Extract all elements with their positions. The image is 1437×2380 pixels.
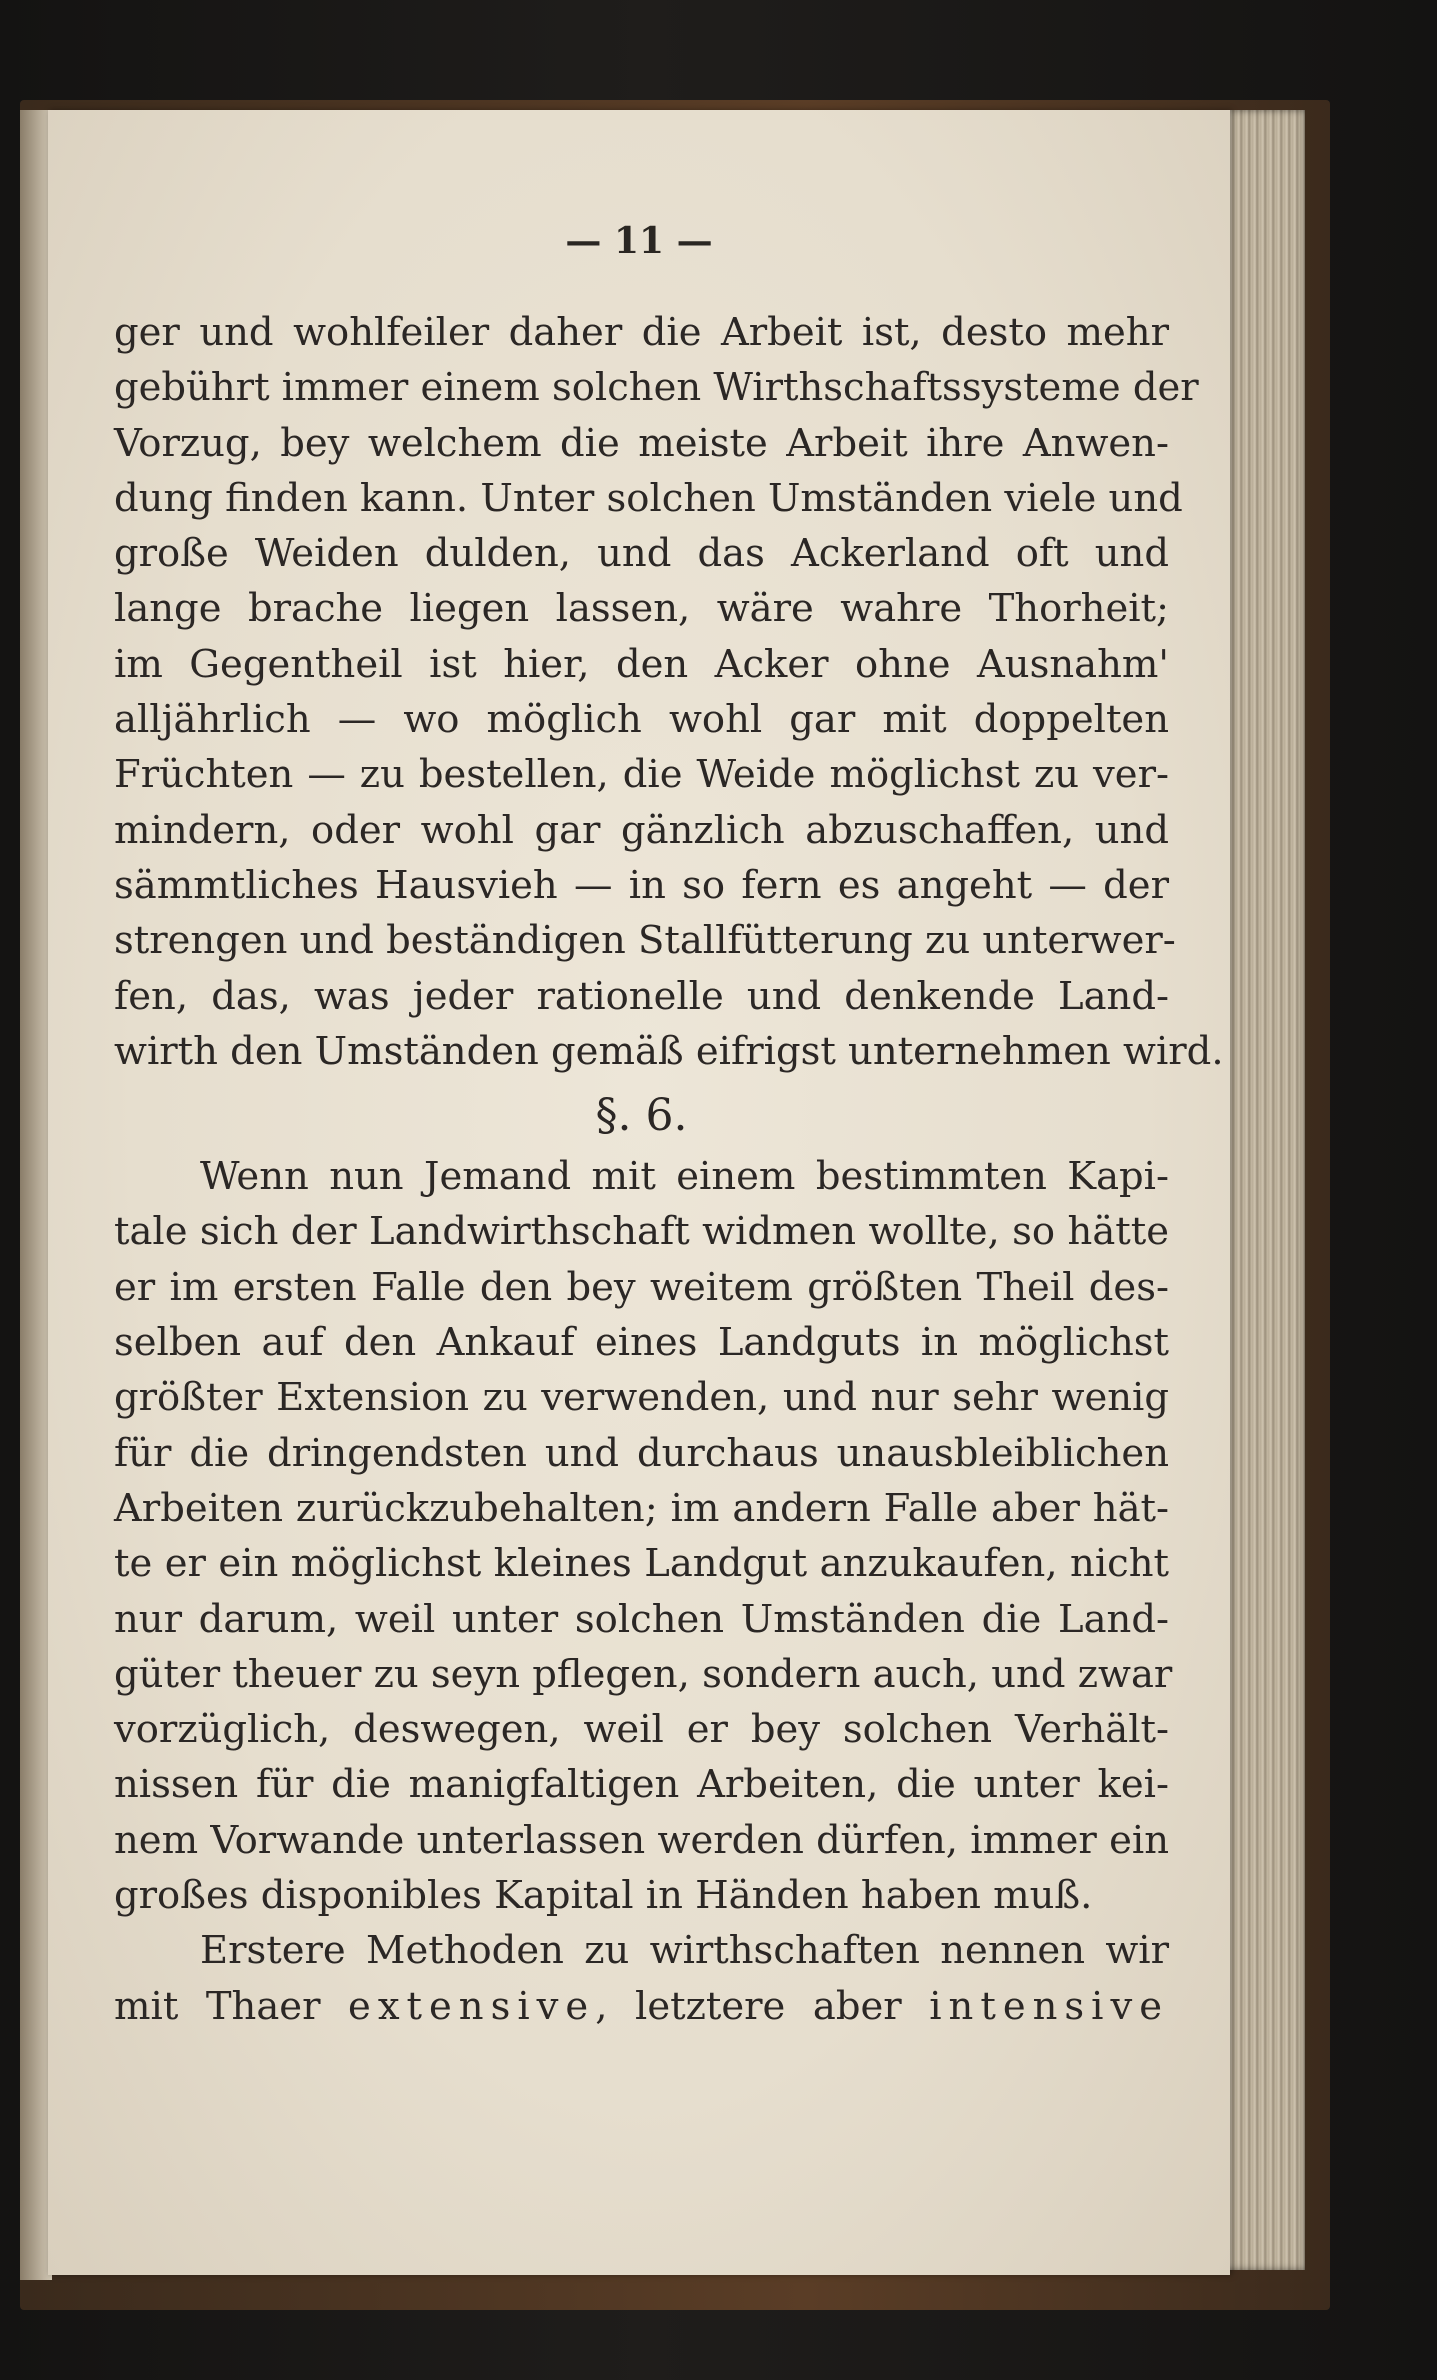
emphasized-term: extensive	[348, 1983, 596, 2029]
text-line: dung finden kann. Unter solchen Umständen viele und	[114, 475, 1183, 521]
text-line: te er ein möglichst kleines Landgut anzukaufen, nicht	[114, 1541, 1169, 1587]
text-line: strengen und beständigen Stallfütterung zu unterwer-	[114, 918, 1176, 964]
page-edges	[1220, 110, 1305, 2270]
paragraph-1	[114, 305, 1224, 1079]
text-line: nur darum, weil unter solchen Umständen die Land-	[114, 1596, 1169, 1642]
text-line: Erstere Methoden zu wirthschaften nennen wir	[200, 1928, 1169, 1974]
text-block	[114, 305, 1224, 2034]
text-line	[114, 1979, 1169, 2034]
text-segment: mit Thaer	[114, 1983, 349, 2029]
text-line: große Weiden dulden, und das Ackerland oft und	[114, 531, 1169, 577]
text-line: lange brache liegen lassen, wäre wahre Thorheit;	[114, 586, 1169, 632]
text-line: größter Extension zu verwenden, und nur sehr wenig	[114, 1375, 1169, 1421]
text-line: fen, das, was jeder rationelle und denkende Land-	[114, 973, 1169, 1019]
paragraph-2	[114, 1149, 1173, 1923]
text-line: für die dringendsten und durchaus unausbleiblichen	[114, 1430, 1169, 1476]
text-line: nem Vorwande unterlassen werden dürfen, immer ein	[114, 1817, 1169, 1863]
text-line: großes disponibles Kapital in Händen haben muß.	[114, 1873, 1093, 1919]
text-line: sämmtliches Hausvieh — in so fern es angeht — der	[114, 862, 1169, 908]
text-line: güter theuer zu seyn pflegen, sondern auch, und zwar	[114, 1651, 1173, 1697]
text-line: er im ersten Falle den bey weitem größten Theil des-	[114, 1264, 1169, 1310]
emphasized-term: intensive	[929, 1983, 1169, 2029]
text-line: alljährlich — wo möglich wohl gar mit doppelten	[114, 697, 1169, 743]
text-line: im Gegentheil ist hier, den Acker ohne Ausnahm'	[114, 641, 1169, 687]
text-line: Früchten — zu bestellen, die Weide möglichst zu ver-	[114, 752, 1169, 798]
text-line: mindern, oder wohl gar gänzlich abzuschaffen, und	[114, 807, 1169, 853]
text-line: gebührt immer einem solchen Wirthschaftssysteme der	[114, 365, 1199, 411]
section-heading: §. 6.	[595, 1090, 688, 1142]
text-line: selben auf den Ankauf eines Landguts in möglichst	[114, 1320, 1169, 1366]
text-line: ger und wohlfeiler daher die Arbeit ist, desto mehr	[114, 310, 1169, 355]
text-line: Arbeiten zurückzubehalten; im andern Falle aber hät-	[114, 1485, 1169, 1531]
text-line: nissen für die manigfaltigen Arbeiten, die unter kei-	[114, 1762, 1169, 1808]
text-line: vorzüglich, deswegen, weil er bey solchen Verhält-	[114, 1707, 1169, 1753]
text-line: wirth den Umständen gemäß eifrigst unternehmen wird.	[114, 1028, 1224, 1074]
text-line: tale sich der Landwirthschaft widmen wollte, so hätte	[114, 1209, 1169, 1255]
text-line: Vorzug, bey welchem die meiste Arbeit ihre Anwen-	[114, 420, 1169, 466]
paragraph-3	[114, 1923, 1169, 2034]
text-line: Wenn nun Jemand mit einem bestimmten Kapi-	[200, 1154, 1169, 1200]
page-number: — 11 —	[565, 220, 713, 262]
book-page	[48, 110, 1230, 2275]
text-segment: , letztere aber	[595, 1983, 930, 2029]
